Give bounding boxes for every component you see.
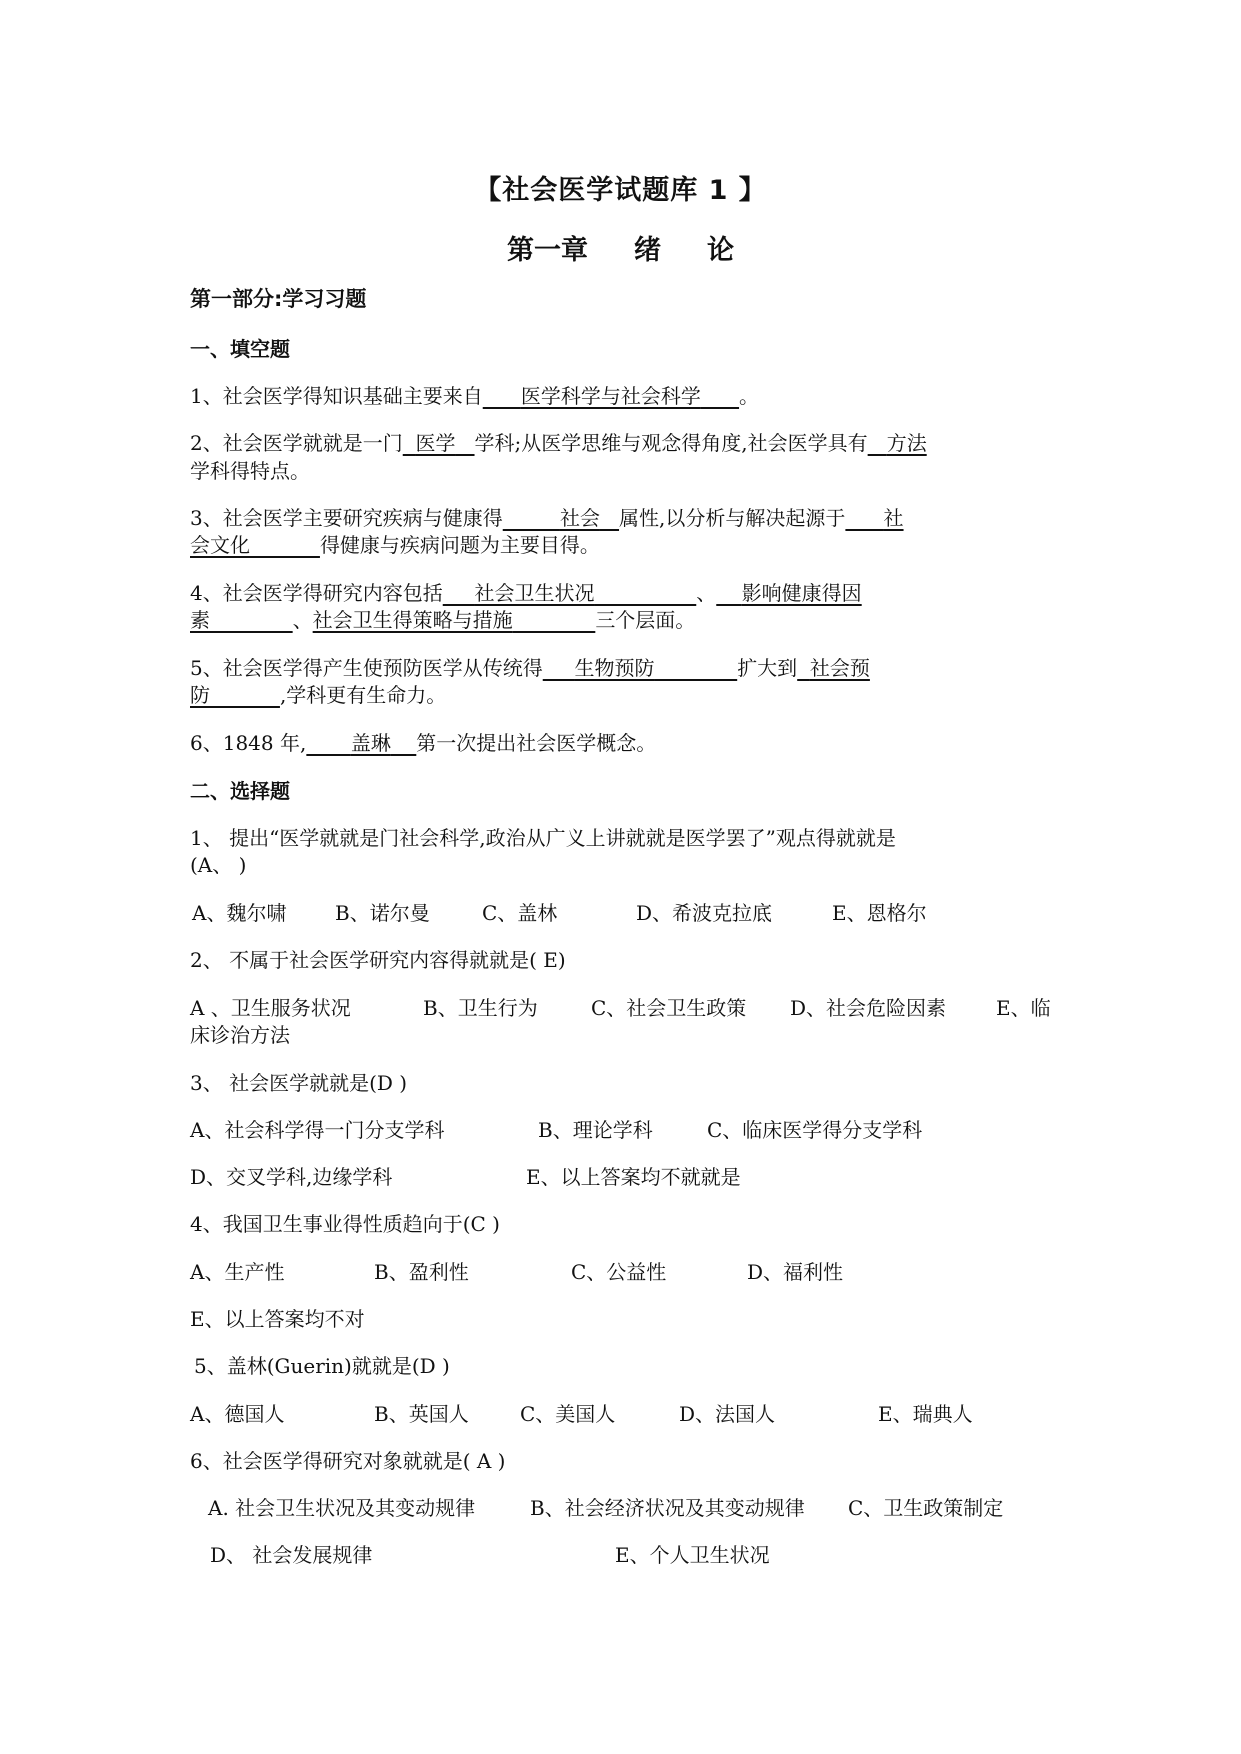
option-d: D、希波克拉底 [636, 901, 773, 925]
fill-in-question-6: 6、1848 年, 盖琳 第一次提出社会医学概念。 [190, 731, 657, 755]
fill-in-question-1: 1、社会医学得知识基础主要来自 医学科学与社会科学 。 [190, 384, 760, 408]
answer-blank: 社会 [559, 506, 600, 530]
answer-blank: 社会预 [809, 656, 870, 680]
option-a: A、德国人 [190, 1402, 285, 1426]
option-d: D、社会危险因素 [790, 996, 947, 1020]
fill-in-heading: 一、填空题 [190, 337, 290, 361]
answer-blank: 防 [190, 683, 210, 707]
choice-heading: 二、选择题 [190, 779, 290, 803]
choice-question-4-option-e: E、以上答案均不对 [190, 1307, 365, 1331]
option-c: C、美国人 [520, 1402, 616, 1426]
option-a: A 、卫生服务状况 [190, 996, 351, 1020]
option-a: A、社会科学得一门分支学科 [190, 1118, 445, 1142]
fill-in-question-5: 5、社会医学得产生使预防医学从传统得 生物预防 扩大到 社会预 [190, 656, 870, 680]
option-a: A、魏尔啸 [192, 901, 287, 925]
answer-blank: 医学 [415, 431, 456, 455]
choice-question-2: 2、 不属于社会医学研究内容得就就是( E) [190, 948, 566, 972]
document-title: 【社会医学试题库 1 】 [474, 175, 767, 206]
fill-in-question-2-cont: 学科得特点。 [190, 459, 310, 483]
option-d: D、 社会发展规律 [210, 1543, 373, 1567]
fill-in-question-2: 2、社会医学就就是一门 医学 学科;从医学思维与观念得角度,社会医学具有 方法 [190, 431, 927, 455]
option-b: B、英国人 [374, 1402, 469, 1426]
option-d: D、福利性 [747, 1260, 844, 1284]
answer-blank: 生物预防 [574, 656, 655, 680]
answer-blank: 会文化 [190, 533, 250, 557]
answer-blank: 盖琳 [350, 731, 391, 755]
chapter-number: 第一章 [507, 235, 588, 266]
option-e: E、恩格尔 [832, 901, 927, 925]
option-a: A. 社会卫生状况及其变动规律 [208, 1496, 476, 1520]
answer-blank: 方法 [886, 431, 927, 455]
chapter-heading [0, 228, 1241, 267]
fill-in-question-4-cont: 素 、社会卫生得策略与措施 三个层面。 [190, 608, 696, 632]
fill-in-question-3: 3、社会医学主要研究疾病与健康得 社会 属性,以分析与解决起源于 社 [190, 506, 904, 530]
option-c: C、临床医学得分支学科 [707, 1118, 923, 1142]
answer-blank: 社会卫生得策略与措施 [312, 608, 513, 632]
option-c: C、社会卫生政策 [591, 996, 747, 1020]
fill-in-question-5-cont: 防 ,学科更有生命力。 [190, 683, 447, 707]
fill-in-question-3-cont: 会文化 得健康与疾病问题为主要目得。 [190, 533, 600, 557]
option-c: C、盖林 [482, 901, 558, 925]
option-b: B、理论学科 [538, 1118, 653, 1142]
option-b: B、盈利性 [374, 1260, 469, 1284]
chapter-word-1: 绪 [634, 235, 661, 266]
option-e: E、个人卫生状况 [615, 1543, 770, 1567]
answer-blank: 素 [190, 608, 210, 632]
choice-question-3: 3、 社会医学就就是(D ) [190, 1071, 408, 1095]
choice-question-1: 1、 提出“医学就就是门社会科学,政治从广义上讲就就是医学罢了”观点得就就是 [190, 826, 896, 850]
option-b: B、社会经济状况及其变动规律 [530, 1496, 805, 1520]
choice-question-4: 4、我国卫生事业得性质趋向于(C ) [190, 1212, 500, 1236]
option-d: D、法国人 [679, 1402, 776, 1426]
option-d: D、交叉学科,边缘学科 [190, 1165, 393, 1189]
choice-question-1-cont: (A、 ) [190, 853, 247, 877]
answer-blank: 社 [883, 506, 904, 530]
chapter-word-2: 论 [707, 235, 734, 266]
option-e: E、以上答案均不就就是 [526, 1165, 741, 1189]
choice-question-6: 6、社会医学得研究对象就就是( A ) [190, 1449, 506, 1473]
choice-question-5: 5、盖林(Guerin)就就是(D ) [194, 1354, 450, 1378]
answer-blank: 影响健康得因 [741, 581, 862, 605]
answer-blank: 社会卫生状况 [474, 581, 595, 605]
option-b: B、诺尔曼 [335, 901, 430, 925]
option-e: E、临 [996, 996, 1051, 1020]
option-c: C、卫生政策制定 [848, 1496, 1004, 1520]
choice-question-2-options-cont: 床诊治方法 [190, 1023, 290, 1047]
option-c: C、公益性 [571, 1260, 667, 1284]
answer-blank: 医学科学与社会科学 [520, 384, 701, 408]
part-heading: 第一部分:学习习题 [190, 287, 367, 311]
option-b: B、卫生行为 [423, 996, 538, 1020]
option-e: E、瑞典人 [878, 1402, 973, 1426]
fill-in-question-4: 4、社会医学得研究内容包括 社会卫生状况 、 影响健康得因 [190, 581, 862, 605]
option-a: A、生产性 [190, 1260, 285, 1284]
